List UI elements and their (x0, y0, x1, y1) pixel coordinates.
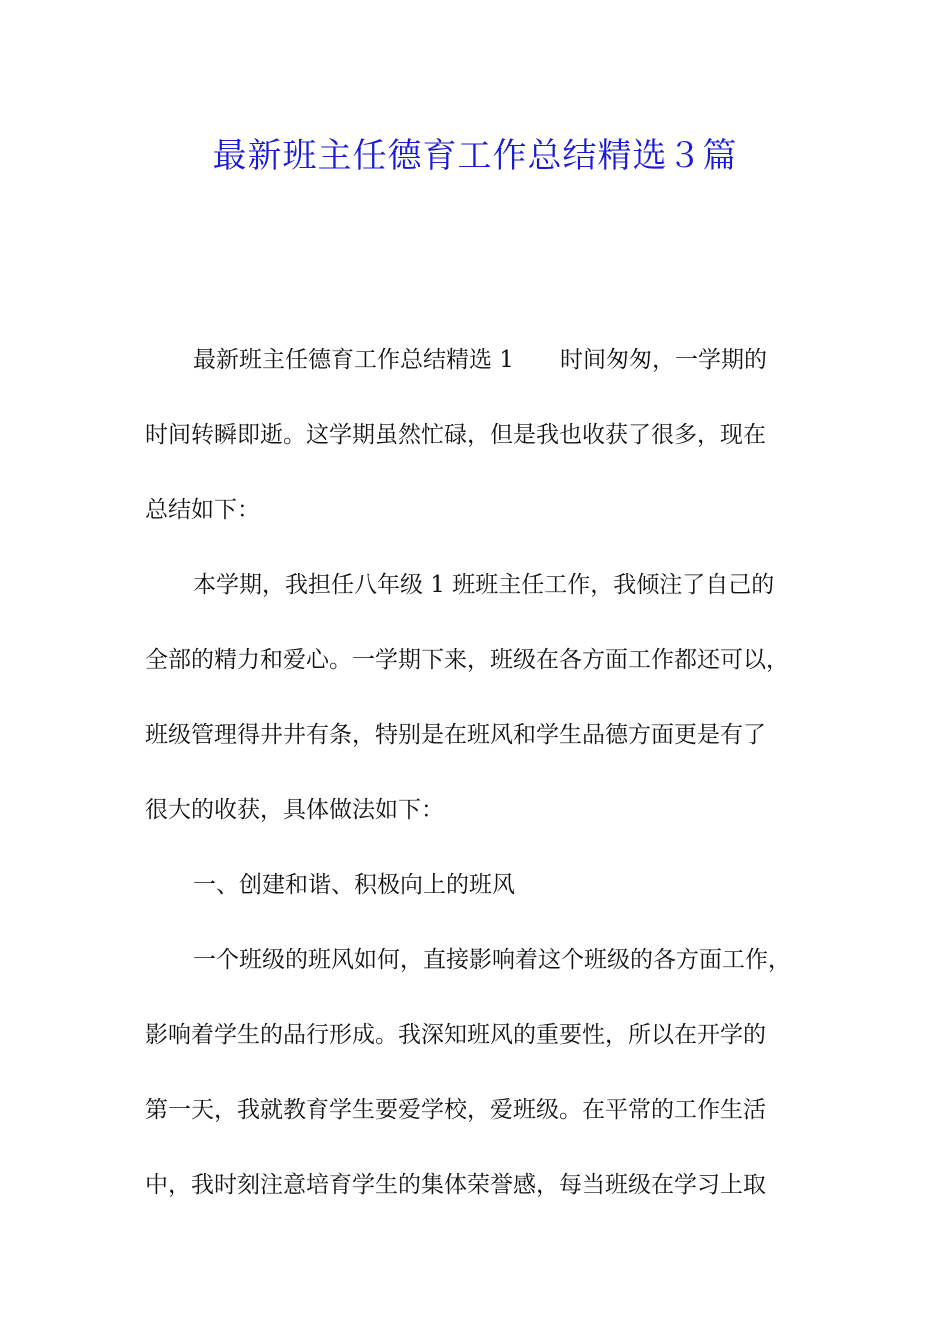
paragraph-line: 很大的收获，具体做法如下： (145, 797, 444, 823)
paragraph-line: 中，我时刻注意培育学生的集体荣誉感，每当班级在学习上取 (145, 1172, 766, 1198)
section-heading: 一、创建和谐、积极向上的班风 (193, 872, 515, 898)
paragraph-line: 总结如下： (145, 497, 260, 523)
paragraph-line: 全部的精力和爱心。一学期下来，班级在各方面工作都还可以， (145, 647, 789, 673)
document-title: 最新班主任德育工作总结精选３篇 (212, 136, 738, 176)
paragraph-line: 一个班级的班风如何，直接影响着这个班级的各方面工作， (193, 947, 791, 973)
paragraph-line: 本学期，我担任八年级 1 班班主任工作，我倾注了自己的 (193, 572, 775, 598)
paragraph-line: 时间转瞬即逝。这学期虽然忙碌，但是我也收获了很多，现在 (145, 422, 766, 448)
paragraph-line: 最新班主任德育工作总结精选 1 时间匆匆，一学期的 (193, 347, 767, 373)
paragraph-line: 第一天，我就教育学生要爱学校，爱班级。在平常的工作生活 (145, 1097, 766, 1123)
paragraph-line: 影响着学生的品行形成。我深知班风的重要性，所以在开学的 (145, 1022, 766, 1048)
paragraph-line: 班级管理得井井有条，特别是在班风和学生品德方面更是有了 (145, 722, 766, 748)
